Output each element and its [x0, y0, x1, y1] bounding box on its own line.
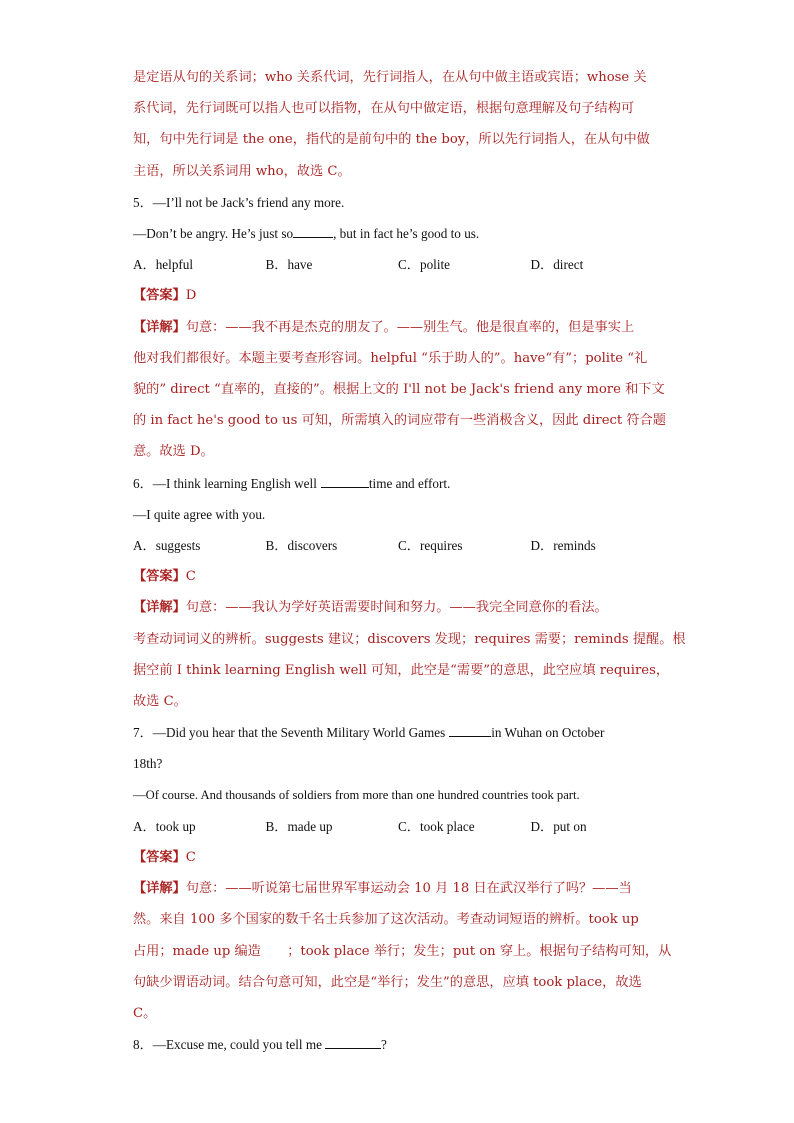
intro-line: 是定语从句的关系词；who 关系代词，先行词指人，在从句中做主语或宾语；whose 关	[133, 70, 647, 85]
answer-blank	[449, 735, 491, 737]
detail-line: 然。来自 100 多个国家的数千名士兵参加了这次活动。考查动词短语的辨析。took up	[133, 912, 639, 928]
question-stem	[133, 717, 663, 748]
option-b: B．have	[265, 257, 313, 273]
question-stem	[133, 468, 663, 499]
detail-line	[133, 592, 663, 623]
answer-blank	[293, 236, 333, 238]
question-number: 8．	[133, 1037, 153, 1053]
stem-text: —I’ll not be Jack’s friend any more.	[152, 194, 345, 210]
intro-line: 主语，所以关系词用 who，故选 C。	[133, 163, 351, 179]
question-stem: 18th?	[133, 756, 163, 772]
question-8	[133, 1029, 663, 1060]
question-7	[133, 717, 672, 1029]
question-5	[133, 187, 666, 468]
question-stem: —Of course. And thousands of soldiers from more than one hundred countries took part.	[133, 787, 580, 802]
intro-line: 知，句中先行词是 the one，指代的是前句中的 the boy，所以先行词指人，在从句中做	[133, 132, 650, 148]
question-stem: —I quite agree with you.	[133, 506, 266, 522]
answer-value: C	[185, 850, 196, 866]
intro-line: 系代词，先行词既可以指人也可以指物，在从句中做定语，根据句意理解及句子结构可	[133, 101, 635, 117]
stem-text: —Excuse me, could you tell me	[152, 1037, 322, 1053]
detail-line	[133, 312, 663, 343]
question-stem	[133, 1029, 663, 1060]
intro-explanation	[133, 62, 663, 187]
detail-line: 故选 C。	[133, 694, 187, 710]
answer-tag: 【答案】	[133, 288, 186, 304]
option-a: A．suggests	[133, 538, 201, 554]
option-a: A．took up	[133, 818, 196, 834]
option-d: D．reminds	[530, 538, 596, 554]
option-c: C．polite	[398, 257, 451, 273]
stem-text: —I think learning English well	[152, 475, 317, 491]
question-6	[133, 468, 686, 718]
detail-tag: 【详解】	[133, 881, 186, 897]
option-d: D．direct	[530, 257, 584, 273]
option-c: C．requires	[398, 538, 463, 554]
detail-text: 句意：——听说第七届世界军事运动会 10 月 18 日在武汉举行了吗？——当	[185, 881, 632, 897]
answer-tag: 【答案】	[133, 569, 186, 585]
options-row	[133, 249, 663, 280]
stem-text: time and effort.	[368, 475, 451, 491]
question-stem	[133, 218, 663, 249]
detail-line	[133, 873, 663, 904]
detail-line: 占用；made up 编造 ；took place 举行；发生；put on 穿上。根据句子结构可知，从	[133, 943, 672, 959]
document-content	[133, 62, 686, 1061]
detail-line: 考查动词词义的辨析。suggests 建议；discovers 发现；requires 需要；reminds 提醒。根	[133, 631, 686, 647]
answer-value: D	[185, 288, 197, 304]
question-number: 5．	[133, 194, 153, 210]
answer-blank	[321, 486, 369, 488]
detail-line: 的 in fact he's good to us 可知，所需填入的词应带有一些消极含义，因此 direct 符合题	[133, 413, 666, 429]
stem-text: —Did you hear that the Seventh Military World Games	[152, 725, 446, 741]
detail-line: 句缺少谓语动词。结合句意可知，此空是“举行；发生”的意思，应填 took place，故选	[133, 974, 642, 990]
options-row	[133, 811, 663, 842]
stem-text: , but in fact he’s good to us.	[333, 226, 480, 242]
stem-text: —Don’t be angry. He’s just so	[133, 226, 294, 242]
answer-line	[133, 280, 663, 311]
detail-tag: 【详解】	[133, 319, 186, 335]
detail-line: 据空前 I think learning English well 可知，此空是“需要”的意思，此空应填 requires，	[133, 662, 670, 678]
detail-tag: 【详解】	[133, 600, 186, 616]
option-b: B．made up	[265, 818, 333, 834]
answer-line	[133, 561, 663, 592]
question-stem	[133, 187, 663, 218]
detail-text: 句意：——我不再是杰克的朋友了。——别生气。他是很直率的，但是事实上	[185, 319, 635, 335]
detail-line: 意。故选 D。	[133, 444, 214, 460]
answer-tag: 【答案】	[133, 850, 186, 866]
option-c: C．took place	[398, 818, 475, 834]
question-number: 6．	[133, 475, 153, 491]
answer-value: C	[185, 569, 196, 585]
answer-line	[133, 842, 663, 873]
stem-text: in Wuhan on October	[491, 725, 605, 741]
answer-blank	[325, 1047, 381, 1049]
stem-text: ?	[380, 1037, 387, 1053]
option-b: B．discovers	[265, 538, 338, 554]
detail-text: 句意：——我认为学好英语需要时间和努力。——我完全同意你的看法。	[185, 600, 608, 616]
option-a: A．helpful	[133, 257, 194, 273]
option-d: D．put on	[530, 818, 587, 834]
options-row	[133, 530, 663, 561]
question-number: 7．	[133, 725, 153, 741]
detail-line: 貌的” direct “直率的，直接的”。根据上文的 I'll not be Jack's friend any more 和下文	[133, 382, 665, 398]
detail-line: C。	[133, 1006, 157, 1022]
detail-line: 他对我们都很好。本题主要考查形容词。helpful “乐于助人的”。have“有”；polite “礼	[133, 350, 648, 366]
